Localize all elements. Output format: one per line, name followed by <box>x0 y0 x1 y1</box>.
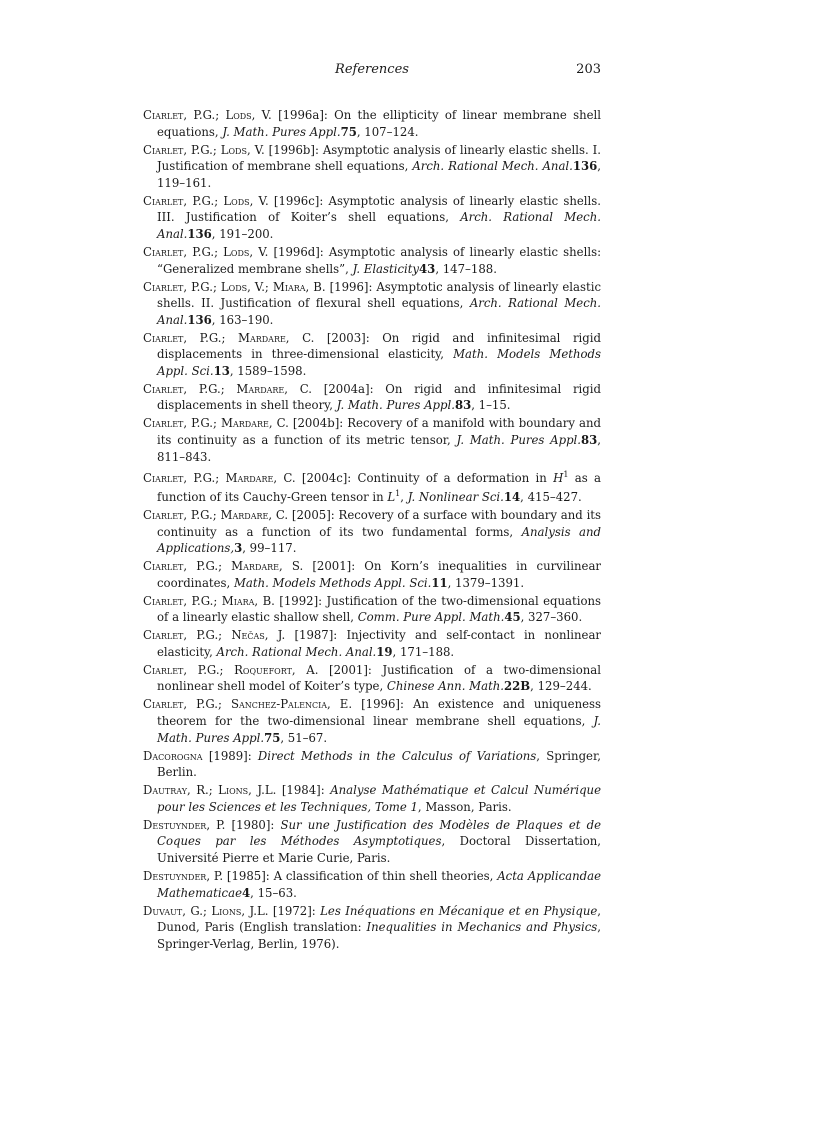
reference-entry <box>143 244 601 277</box>
ref-pages: , Springer-Verlag, Berlin, 1976). <box>157 920 601 951</box>
ref-volume: 11 <box>431 575 448 590</box>
reference-entry <box>143 507 601 557</box>
ref-authors: Ciarlet, P.G.; Mardare, C. <box>143 470 296 485</box>
ref-source: J. Math. Pures Appl. <box>157 714 601 745</box>
ref-text: [1989]: <box>202 748 258 763</box>
reference-entry <box>143 415 601 465</box>
ref-pages: , Doctoral Dissertation, Université Pierre et Marie Curie, Paris. <box>157 834 601 865</box>
reference-entry <box>143 903 601 953</box>
ref-pages: , 327–360. <box>520 610 583 625</box>
ref-pages: , 1–15. <box>471 398 511 413</box>
reference-entry <box>143 748 601 781</box>
ref-authors: Ciarlet, P.G.; Nečas, J. <box>143 628 286 643</box>
reference-entry <box>143 817 601 867</box>
reference-entry <box>143 627 601 660</box>
reference-entry <box>143 142 601 192</box>
ref-source: Chinese Ann. Math. <box>386 679 505 694</box>
ref-text: [1992]: Justification of the two-dimensional equations of a linearly elastic shallow shell, <box>157 593 602 625</box>
reference-entry <box>143 467 601 506</box>
ref-text: [2001]: Justification of a two-dimensional nonlinear shell model of Koiter’s type, <box>157 662 601 694</box>
ref-text: as a function of its Cauchy-Green tensor in <box>157 470 601 504</box>
ref-text: [2005]: Recovery of a surface with boundary and its continuity as a function of its two fundamental forms, <box>157 507 602 539</box>
ref-text: [2001]: On Korn’s inequalities in curvilinear coordinates, <box>157 559 601 590</box>
ref-volume: 136 <box>187 312 212 327</box>
ref-text: , <box>400 489 408 504</box>
reference-entry <box>143 558 601 591</box>
ref-pages: , 811–843. <box>157 433 601 464</box>
ref-source: Comm. Pure Appl. Math. <box>357 610 505 625</box>
ref-volume: 13 <box>213 363 230 378</box>
running-title: References <box>335 62 409 77</box>
ref-source: Arch. Rational Mech. Anal. <box>412 159 573 174</box>
ref-source: Direct Methods in the Calculus of Variations <box>257 748 537 763</box>
ref-authors: Ciarlet, P.G.; Lods, V. <box>143 108 272 122</box>
ref-authors: Duvaut, G.; Lions, J.L. <box>143 903 269 918</box>
ref-source: Math. Models Methods Appl. Sci. <box>233 575 432 590</box>
ref-pages: , 415–427. <box>520 489 582 504</box>
ref-source: Arch. Rational Mech. Anal. <box>157 210 601 241</box>
ref-text: [1972]: <box>268 903 321 918</box>
reference-entry <box>143 782 601 815</box>
page-header <box>143 62 601 80</box>
reference-entry <box>143 696 601 746</box>
ref-authors: Ciarlet, P.G.; Lods, V.; Miara, B. <box>143 279 326 294</box>
ref-text: [2003]: On rigid and infinitesimal rigid displacements in three-dimensional elasticity, <box>157 330 601 362</box>
ref-authors: Ciarlet, P.G.; Lods, V. <box>143 193 269 208</box>
ref-pages: , 191–200. <box>211 226 274 241</box>
ref-volume: 3 <box>234 541 243 556</box>
ref-source: J. Math. Pures Appl. <box>456 433 582 448</box>
ref-text: [1996]: Asymptotic analysis of linearly elastic shells. II. Justification of flexural shell equations, <box>157 279 601 311</box>
reference-entry <box>143 330 601 380</box>
ref-source: Arch. Rational Mech. Anal. <box>157 296 601 327</box>
ref-source: J. Nonlinear Sci. <box>407 489 504 504</box>
ref-volume: 43 <box>419 261 436 276</box>
ref-source: Arch. Rational Mech. Anal. <box>216 644 377 659</box>
ref-sup: 1 <box>563 469 569 479</box>
ref-volume: 45 <box>504 610 521 625</box>
ref-pages: , 15–63. <box>250 885 297 900</box>
ref-volume: 19 <box>376 644 393 659</box>
ref-authors: Ciarlet, P.G.; Roquefort, A. <box>143 662 319 677</box>
ref-math: H <box>553 470 564 485</box>
ref-text: [2004b]: Recovery of a manifold with boundary and its continuity as a function of its metric tensor, <box>157 416 601 448</box>
ref-text: [1996c]: Asymptotic analysis of linearly elastic shells. III. Justification of Koiter’s shell equations, <box>157 193 601 225</box>
ref-source: Acta Applicandae Mathematicae <box>157 868 602 900</box>
page-number: 203 <box>576 62 601 77</box>
ref-volume: 4 <box>242 885 251 900</box>
ref-volume: 83 <box>581 433 598 448</box>
ref-authors: Ciarlet, P.G.; Mardare, S. <box>143 559 304 574</box>
ref-pages: , 1589–1598. <box>229 363 307 378</box>
ref-text: [1996]: An existence and uniqueness theorem for the two-dimensional linear membrane shell equations, <box>157 697 602 729</box>
ref-authors: Ciarlet, P.G.; Sanchez-Palencia, E. <box>143 697 353 712</box>
ref-authors: Ciarlet, P.G.; Lods, V. <box>143 244 269 259</box>
ref-pages: , Springer, Berlin. <box>157 748 601 780</box>
reference-list <box>143 107 601 954</box>
ref-text: [1996d]: Asymptotic analysis of linearly elastic shells: “Generalized membrane shells”, <box>157 244 602 276</box>
ref-source: Les Inéquations en Mécanique et en Physique <box>320 903 598 918</box>
ref-source: Inequalities in Mechanics and Physics <box>366 920 598 935</box>
ref-authors: Ciarlet, P.G.; Mardare, C. <box>143 416 289 431</box>
ref-source: J. Math. Pures Appl. <box>222 124 341 139</box>
ref-pages: , Masson, Paris. <box>417 799 512 814</box>
reference-entry <box>143 193 601 243</box>
ref-authors: Ciarlet, P.G.; Mardare, C. <box>143 330 315 345</box>
ref-source: Analyse Mathématique et Calcul Numérique pour les Sciences et les Techniques, Tome 1 <box>157 783 601 814</box>
ref-text: [2004c]: Continuity of a deformation in <box>295 470 554 485</box>
ref-authors: Destuynder, P. <box>143 817 226 832</box>
ref-authors: Dautray, R.; Lions, J.L. <box>143 783 277 798</box>
reference-entry <box>143 868 601 901</box>
ref-source: Math. Models Methods Appl. Sci. <box>157 347 601 378</box>
ref-text: [1984]: <box>276 783 331 798</box>
ref-pages: , Dunod, Paris (English translation: <box>157 903 602 935</box>
ref-volume: 22B <box>504 679 531 694</box>
ref-pages: , 163–190. <box>211 312 274 327</box>
reference-entry <box>143 107 601 140</box>
ref-source: J. Math. Pures Appl. <box>336 398 455 413</box>
ref-authors: Destuynder, P. <box>143 868 224 883</box>
ref-pages: , 51–67. <box>280 730 328 745</box>
reference-entry <box>143 279 601 329</box>
ref-source: Analysis and Applications, <box>157 524 601 556</box>
ref-math: L <box>387 489 396 504</box>
ref-source: J. Elasticity <box>352 261 420 276</box>
ref-pages: , 119–161. <box>157 159 601 190</box>
ref-volume: 14 <box>503 489 521 504</box>
ref-volume: 75 <box>264 730 281 745</box>
ref-volume: 136 <box>572 159 598 174</box>
ref-pages: , 129–244. <box>530 679 592 694</box>
reference-entry <box>143 662 601 695</box>
ref-authors: Ciarlet, P.G.; Mardare, C. <box>143 381 312 396</box>
ref-pages: , 171–188. <box>392 644 455 659</box>
reference-entry <box>143 593 601 626</box>
ref-pages: , 99–117. <box>242 541 297 556</box>
ref-authors: Dacorogna <box>143 748 203 763</box>
ref-volume: 136 <box>187 226 212 241</box>
ref-text: [1996b]: Asymptotic analysis of linearly elastic shells. I. Justification of membrane shell equations, <box>157 142 601 174</box>
ref-text: [1996a]: On the ellipticity of linear membrane shell equations, <box>157 108 602 139</box>
reference-entry <box>143 381 601 414</box>
ref-text: [1985]: A classification of thin shell theories, <box>223 868 498 883</box>
ref-volume: 83 <box>454 398 472 413</box>
ref-sup: 1 <box>395 489 401 499</box>
ref-text: [2004a]: On rigid and infinitesimal rigid displacements in shell theory, <box>157 381 601 413</box>
ref-pages: , 147–188. <box>435 261 497 276</box>
ref-text: [1980]: <box>225 817 281 832</box>
ref-authors: Ciarlet, P.G.; Lods, V. <box>143 142 265 157</box>
ref-source: Sur une Justification des Modèles de Plaques et de Coques par les Méthodes Asymptotiques <box>157 817 602 849</box>
ref-authors: Ciarlet, P.G.; Mardare, C. <box>143 507 289 522</box>
ref-pages: , 1379–1391. <box>447 575 525 590</box>
ref-authors: Ciarlet, P.G.; Miara, B. <box>143 593 275 608</box>
ref-volume: 75 <box>340 124 357 139</box>
ref-text: [1987]: Injectivity and self-contact in nonlinear elasticity, <box>157 628 602 659</box>
ref-pages: , 107–124. <box>356 124 419 139</box>
